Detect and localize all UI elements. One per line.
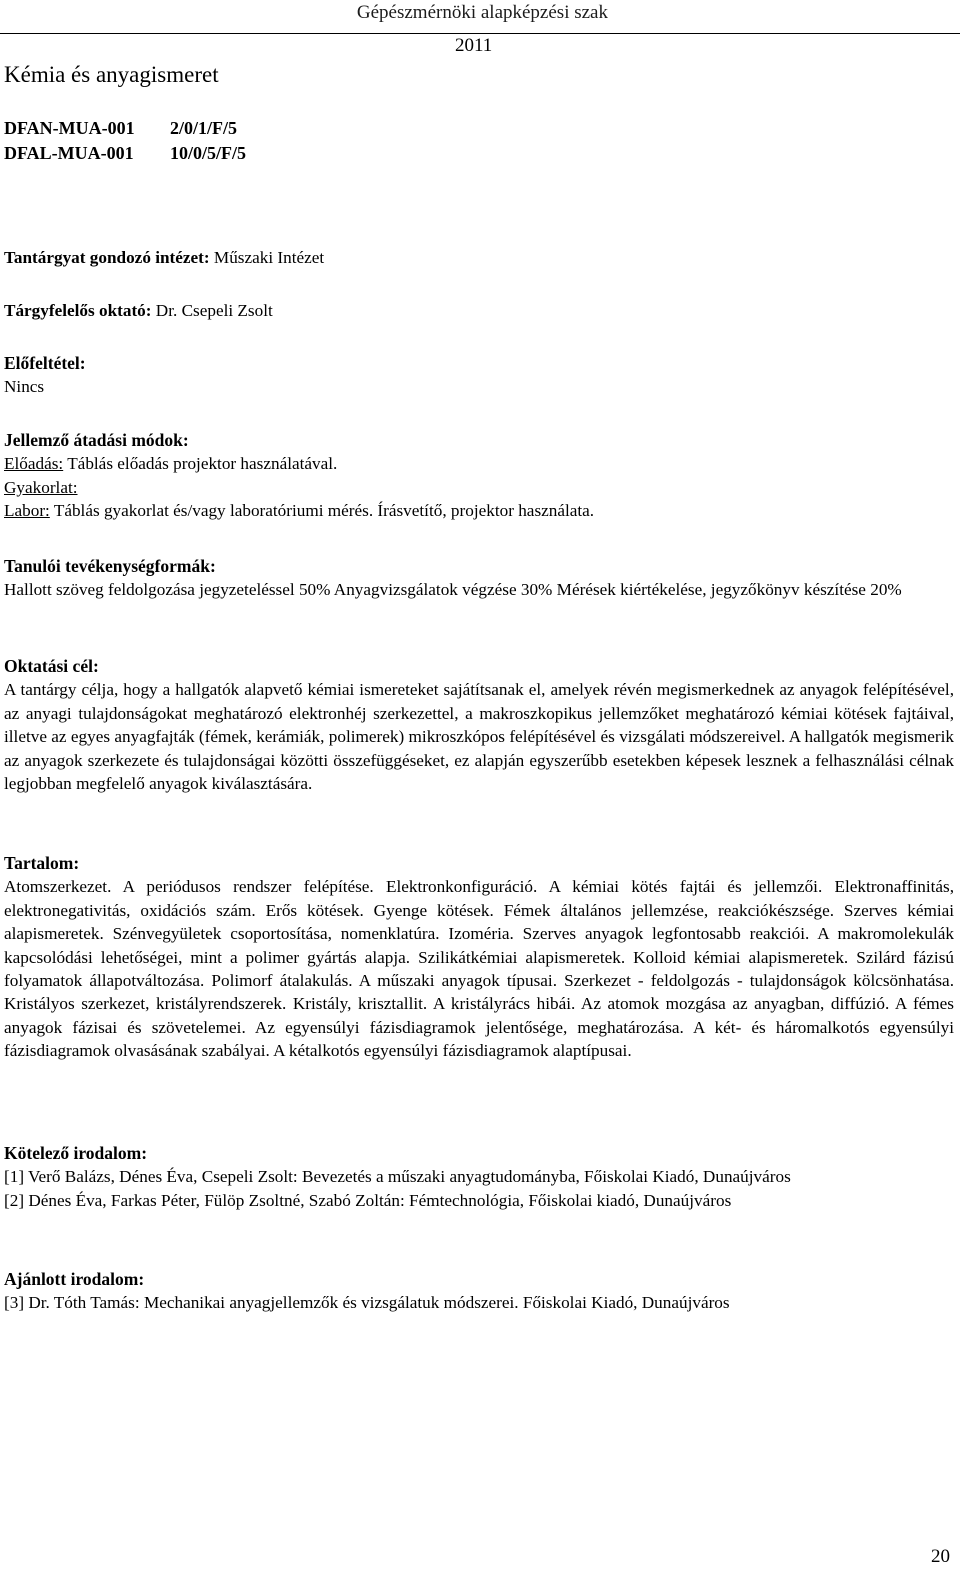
goal-section — [4, 655, 954, 795]
lab-line — [4, 499, 954, 522]
responsible-label: Tárgyfelelős oktató: — [4, 301, 152, 320]
institute-value: Műszaki Intézet — [213, 248, 325, 267]
course-code-value: 10/0/5/F/5 — [170, 143, 246, 163]
required-literature-section — [4, 1142, 954, 1212]
prerequisite-section — [4, 352, 954, 399]
course-code-row — [4, 118, 237, 139]
lab-label: Labor: — [4, 501, 50, 521]
lecture-line — [4, 452, 954, 475]
recommended-literature-label: Ajánlott irodalom: — [4, 1269, 145, 1289]
literature-item: [3] Dr. Tóth Tamás: Mechanikai anyagjellemzők és vizsgálatuk módszerei. Főiskolai Kiadó, Dunaújváros — [4, 1293, 730, 1313]
goal-text: A tantárgy célja, hogy a hallgatók alapvető kémiai ismereteket sajátítsanak el, amelyek révén megismerkednek az anyagok felépítésével, az anyagi tulajdonságokat meghatározó elektronhéj szerkezettel, a makroszkopikus jellemzőket meghatározó kémiai kötések fajtáival, illetve az egyes anyagfajták (fémek, kerámiák, polimerek) mikroszkópos felépítésével és vizsgálati módszereivel. A hallgatók megismerik az anyagok szerkezete és tulajdonságai közötti összefüggéseket, ez alapján egyszerűbb esetekben képesek lesznek a felhasználási célnak legjobban megfelelő anyagok kiválasztására. — [4, 680, 954, 794]
course-code: DFAN-MUA-001 — [4, 118, 135, 138]
header-rule — [0, 33, 960, 34]
program-header: Gépészmérnöki alapképzési szak — [356, 2, 608, 23]
delivery-section — [4, 429, 954, 523]
responsible-value: Dr. Csepeli Zsolt — [155, 301, 273, 320]
delivery-label: Jellemző átadási módok: — [4, 430, 189, 450]
year-header: 2011 — [455, 35, 493, 56]
course-title: Kémia és anyagismeret — [4, 62, 219, 87]
prerequisite-value: Nincs — [4, 377, 45, 397]
institute-label: Tantárgyat gondozó intézet: — [4, 248, 210, 267]
content-label: Tartalom: — [4, 853, 80, 873]
institute-line — [4, 246, 954, 269]
goal-label: Oktatási cél: — [4, 656, 99, 676]
required-literature-label: Kötelező irodalom: — [4, 1143, 148, 1163]
content-text: Atomszerkezet. A periódusos rendszer felépítése. Elektronkonfiguráció. A kémiai kötés fajtái és jellemzői. Elektronaffinitás, elektronegativitás, oxidációs szám. Erős kötések. Gyenge kötések. Fémek általános jellemzése, reakciókészsége. Szerves kémiai alapismeretek. Szénvegyületek csoportosítása, nomenklatúra. Izoméria. Szerves anyagok legfontosabb reakciói. A makromolekulák kapcsolódási lehetőségei, mint a polimer gyártás alapja. Szilikátkémiai alapismeretek. Kolloid kémiai alapismeretek. Szilárd fázisú folyamatok állapotváltozása. Polimorf átalakulás. A műszaki anyagok típusai. Szerkezet - feldolgozás - tulajdonságok kölcsönhatása. Kristályos szerkezet, kristályrendszerek. Kristály, krisztallit. A kristályrács hibái. Az atomok mozgása az anyagban, diffúzió. A fémes anyagok fázisai és szövetelemei. Az egyensúlyi fázisdiagramok jelentősége, meghatározása. A két- és háromalkotós egyensúlyi fázisdiagramok olvasásának szabályai. A kétalkotós egyensúlyi fázisdiagramok alaptípusai. — [4, 877, 954, 1061]
course-code-row — [4, 143, 246, 164]
lecture-value: Táblás előadás projektor használatával. — [67, 454, 338, 474]
literature-item: [1] Verő Balázs, Dénes Éva, Csepeli Zsolt: Bevezetés a műszaki anyagtudományba, Főiskolai Kiadó, Dunaújváros — [4, 1167, 791, 1187]
practice-label: Gyakorlat: — [4, 477, 78, 497]
activities-label: Tanulói tevékenységformák: — [4, 556, 216, 576]
activities-section — [4, 555, 954, 602]
content-section — [4, 852, 954, 1063]
lab-value: Táblás gyakorlat és/vagy laboratóriumi mérés. Írásvetítő, projektor használata. — [53, 501, 595, 521]
course-code: DFAL-MUA-001 — [4, 143, 134, 163]
activities-text: Hallott szöveg feldolgozása jegyzeteléssel 50% Anyagvizsgálatok végzése 30% Mérések kiértékelése, jegyzőkönyv készítése 20% — [4, 580, 902, 600]
prerequisite-label: Előfeltétel: — [4, 353, 86, 373]
page-number: 20 — [931, 1546, 950, 1567]
course-code-value: 2/0/1/F/5 — [170, 118, 237, 138]
lecture-label: Előadás: — [4, 454, 64, 474]
literature-item: [2] Dénes Éva, Farkas Péter, Fülöp Zsoltné, Szabó Zoltán: Fémtechnológia, Főiskolai kiadó, Dunaújváros — [4, 1190, 732, 1210]
responsible-line — [4, 299, 954, 322]
recommended-literature-section — [4, 1268, 954, 1315]
